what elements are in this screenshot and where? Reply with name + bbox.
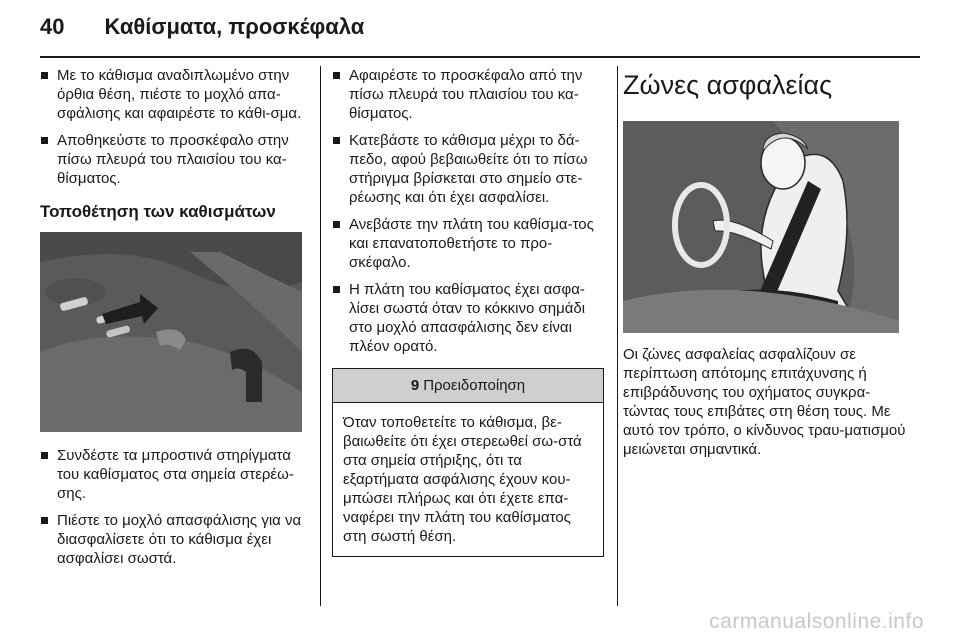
list-item: Ανεβάστε την πλάτη του καθίσμα-τος και επανατοποθετήστε το προ-σκέφαλο. bbox=[332, 215, 602, 272]
list-item: Κατεβάστε το κάθισμα μέχρι το δά-πεδο, αφού βεβαιωθείτε ότι το πίσω στήριγμα βρίσκεται στο σημείο στε-ρέωσης και ότι έχει ασφαλίσει. bbox=[332, 131, 602, 207]
section-heading: Ζώνες ασφαλείας bbox=[623, 70, 833, 100]
list-item: Με το κάθισμα αναδιπλωμένο στην όρθια θέση, πιέστε το μοχλό απα-σφάλισης και αφαιρέστε το κάθι-σμα. bbox=[40, 66, 302, 123]
column-divider bbox=[320, 66, 321, 606]
column-divider bbox=[617, 66, 618, 606]
warning-box bbox=[332, 368, 604, 557]
bullet-list bbox=[40, 446, 302, 568]
header-divider bbox=[40, 56, 920, 58]
list-item: Συνδέστε τα μπροστινά στηρίγματα του καθίσματος στα σημεία στερέω-σης. bbox=[40, 446, 302, 503]
warning-triangle-icon: 9 bbox=[410, 377, 420, 394]
warning-header bbox=[333, 369, 603, 403]
column-left bbox=[40, 66, 302, 576]
seat-rail-drawing bbox=[40, 232, 302, 432]
seat-belt-illustration bbox=[623, 121, 899, 333]
page-number: 40 bbox=[40, 14, 65, 39]
bullet-list bbox=[332, 66, 602, 356]
subheading: Τοποθέτηση των καθισμάτων bbox=[40, 202, 276, 221]
column-middle bbox=[332, 66, 602, 557]
page-header bbox=[40, 14, 364, 54]
seat-belt-description: Οι ζώνες ασφαλείας ασφαλίζουν σε περίπτωση απότομης επιτάχυνσης ή επιβράδυνσης του οχήματος συγκρα-τώντας τους επιβάτες στη θέση τους. Με αυτό τον τρόπο, ο κίνδυνος τραυ-ματισμού μειώνεται σημαντικά. bbox=[623, 346, 906, 458]
seat-installation-illustration bbox=[40, 232, 302, 432]
list-item: Αφαιρέστε το προσκέφαλο από την πίσω πλευρά του πλαισίου του κα-θίσματος. bbox=[332, 66, 602, 123]
list-item: Πιέστε το μοχλό απασφάλισης για να διασφαλίσετε ότι το κάθισμα έχει ασφαλίσει σωστά. bbox=[40, 511, 302, 568]
seat-belt-drawing bbox=[623, 121, 899, 333]
warning-text: Όταν τοποθετείτε το κάθισμα, βε-βαιωθείτε ότι έχει στερεωθεί σω-στά στα σημεία στήριξης, ότι τα εξαρτήματα ασφάλισης έχουν κου-μπώσει πλήρως και ότι έχετε επα-ναφέρει την πλάτη του καθίσματος στη σωστή θέση. bbox=[343, 414, 582, 545]
section-title: Καθίσματα, προσκέφαλα bbox=[104, 14, 365, 39]
column-right bbox=[623, 66, 913, 459]
warning-title: Προειδοποίηση bbox=[423, 377, 526, 394]
watermark-text: carmanualsonline.info bbox=[709, 610, 924, 633]
bullet-list bbox=[40, 66, 302, 188]
list-item: Αποθηκεύστε το προσκέφαλο στην πίσω πλευρά του πλαισίου του κα-θίσματος. bbox=[40, 131, 302, 188]
list-item: Η πλάτη του καθίσματος έχει ασφα-λίσει σωστά όταν το κόκκινο σημάδι στο μοχλό απασφάλισης δεν είναι πλέον ορατό. bbox=[332, 280, 602, 356]
